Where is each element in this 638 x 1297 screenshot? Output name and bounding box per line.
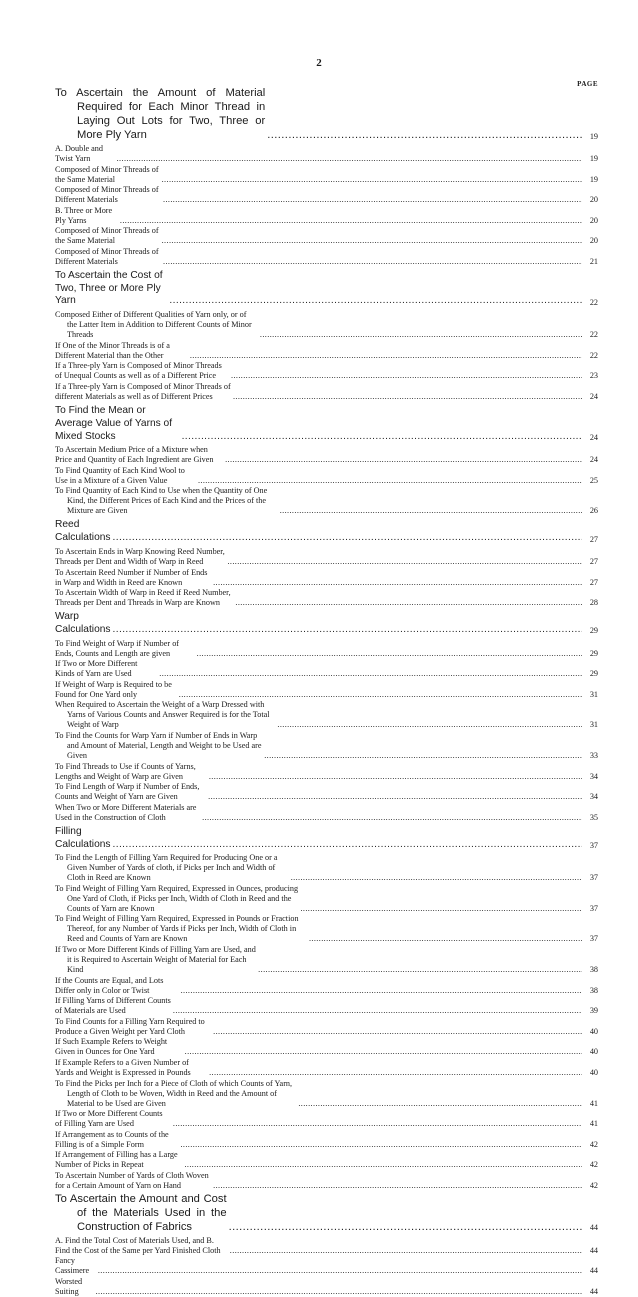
toc-entry — [55, 803, 598, 823]
dot-leader — [179, 690, 582, 700]
toc-entry — [55, 247, 598, 267]
toc-entry-title: Fancy Cassimere — [55, 1256, 90, 1276]
toc-entry-page: 42 — [589, 1139, 598, 1149]
toc-entry-page: 31 — [589, 689, 598, 699]
page-column-label: PAGE — [577, 80, 598, 88]
toc-entry-page: 27 — [589, 577, 598, 587]
dot-leader — [163, 257, 582, 267]
toc-entry-page: 37 — [589, 903, 598, 913]
dot-leader — [96, 1287, 582, 1297]
toc-entry — [55, 185, 598, 205]
dot-leader — [258, 965, 582, 975]
toc-entry-title: To Find the Counts for Warp Yarn if Number of Ends in Warp and Amount of Material, Length and Weight to be Used are Given — [55, 731, 262, 760]
toc-entry-page: 25 — [589, 475, 598, 485]
toc-entry-page: 19 — [589, 154, 598, 163]
toc-entry-title: If Weight of Warp is Required to be Found for One Yard only — [55, 679, 172, 699]
toc-entry-title: If One of the Minor Threads is of a Different Material than the Other — [55, 340, 170, 360]
toc-entry-page: 41 — [589, 1098, 598, 1108]
dot-leader — [197, 649, 582, 659]
toc-entry — [55, 1256, 598, 1276]
toc-entry-title: If Such Example Refers to Weight Given in Ounces for One Yard — [55, 1037, 168, 1057]
toc-entry — [55, 1150, 598, 1170]
dot-leader — [213, 1181, 582, 1191]
toc-entry-page: 37 — [589, 934, 598, 944]
toc-entry — [55, 86, 598, 142]
toc-entry — [55, 144, 598, 164]
toc-entry-page: 39 — [589, 1006, 598, 1016]
toc-entry-title: To Find Weight of Filling Yarn Required, Expressed in Pounds or Fraction Thereof, for any Number of Yards if Picks per Inch, Width of Cloth in Reed and Counts of Yarn are Known — [55, 914, 299, 944]
toc-entry-title: If a Three-ply Yarn is Composed of Minor Threads of different Materials as well as of Different Prices — [55, 382, 231, 401]
toc-entry — [55, 731, 598, 761]
toc-entry — [55, 1109, 598, 1129]
toc-entry — [55, 1130, 598, 1150]
dot-leader — [184, 1160, 582, 1170]
toc-entry-title: B. Three or More Ply Yarns — [55, 205, 113, 225]
toc-entry-page: 44 — [589, 1245, 598, 1255]
toc-entry-title: To Ascertain the Amount and Cost of the Materials Used in the Construction of Fabrics — [55, 1192, 227, 1233]
toc-entry-page: 44 — [589, 1286, 598, 1296]
toc-entry-title: To Ascertain Width of Warp in Reed if Reed Number, Threads per Dent and Threads in Warp are Known — [55, 588, 231, 608]
dot-leader — [98, 1266, 582, 1276]
dot-leader — [298, 1099, 582, 1109]
toc-entry-title: If Two or More Different Kinds of Yarn are Used — [55, 659, 138, 679]
toc-entry-page: 22 — [589, 297, 598, 307]
toc-entry-page: 19 — [589, 174, 598, 184]
dot-leader — [162, 175, 582, 185]
toc-entry — [55, 1079, 598, 1109]
toc-entry-page: 41 — [589, 1119, 598, 1129]
toc-entry — [55, 445, 598, 465]
toc-entry — [55, 588, 598, 608]
dot-leader — [209, 772, 582, 782]
toc-entry-title: When Required to Ascertain the Weight of a Warp Dressed with Yarns of Various Counts and Answer Required is for the Total Weight of Warp — [55, 700, 270, 730]
toc-entry-title: Composed of Minor Threads of Different Materials — [55, 185, 159, 205]
toc-entry — [55, 826, 598, 852]
dot-leader — [213, 578, 582, 588]
toc-entry-title: Reed Calculations — [55, 519, 111, 544]
dot-leader — [112, 839, 582, 852]
toc-entry-page: 29 — [589, 626, 598, 636]
table-of-contents — [55, 86, 598, 1297]
toc-entry — [55, 1277, 598, 1297]
page-number: 2 — [316, 57, 322, 69]
toc-entry-page: 42 — [589, 1160, 598, 1170]
toc-entry-page: 42 — [589, 1181, 598, 1190]
toc-entry-page: 40 — [589, 1026, 598, 1036]
toc-entry-page: 35 — [589, 812, 598, 822]
toc-entry-title: Worsted Suiting — [55, 1276, 83, 1296]
toc-entry-page: 34 — [589, 792, 598, 802]
toc-entry — [55, 405, 598, 443]
dot-leader — [225, 455, 582, 465]
toc-entry — [55, 853, 598, 883]
dot-leader — [190, 351, 582, 361]
toc-entry-title: To Ascertain Number of Yards of Cloth Woven for a Certain Amount of Yarn on Hand — [55, 1171, 209, 1190]
toc-entry — [55, 310, 598, 340]
toc-entry-title: A. Find the Total Cost of Materials Used, and B. Find the Cost of the Same per Yard Finished Cloth — [55, 1235, 221, 1255]
toc-entry — [55, 486, 598, 516]
toc-entry — [55, 270, 598, 308]
toc-entry — [55, 914, 598, 944]
toc-entry-page: 23 — [589, 371, 598, 381]
toc-entry — [55, 1017, 598, 1037]
toc-entry-page: 22 — [589, 330, 598, 340]
toc-entry — [55, 996, 598, 1016]
dot-leader — [117, 154, 582, 164]
dot-leader — [173, 1119, 582, 1129]
toc-entry — [55, 1192, 598, 1234]
toc-entry — [55, 1236, 598, 1256]
dot-leader — [185, 1047, 582, 1057]
toc-entry — [55, 611, 598, 637]
toc-entry — [55, 206, 598, 226]
toc-entry-title: Composed of Minor Threads of the Same Material — [55, 226, 159, 246]
toc-entry-page: 31 — [589, 720, 598, 730]
dot-leader — [198, 476, 582, 486]
toc-entry — [55, 1037, 598, 1057]
toc-entry-title: To Ascertain the Cost of Two, Three or More Ply Yarn — [55, 269, 163, 307]
toc-entry-title: Composed of Minor Threads of the Same Material — [55, 164, 159, 184]
dot-leader — [181, 986, 582, 996]
dot-leader — [277, 720, 582, 730]
toc-entry-title: Filling Calculations — [55, 825, 111, 850]
toc-entry — [55, 945, 598, 975]
dot-leader — [120, 216, 582, 226]
toc-entry-page: 27 — [589, 556, 598, 566]
toc-entry-title: To Find Counts for a Filling Yarn Required to Produce a Given Weight per Yard Cloth — [55, 1016, 205, 1036]
toc-entry-page: 26 — [589, 506, 598, 516]
toc-entry-title: If Arrangement of Filling has a Large Number of Picks in Repeat — [55, 1150, 178, 1170]
dot-leader — [291, 873, 582, 883]
toc-entry — [55, 568, 598, 588]
toc-entry-title: When Two or More Different Materials are Used in the Construction of Cloth — [55, 802, 197, 822]
toc-entry-page: 21 — [589, 256, 598, 266]
toc-entry-title: To Find Length of Warp if Number of Ends, Counts and Weight of Yarn are Given — [55, 782, 200, 802]
dot-leader — [264, 751, 582, 761]
toc-entry-title: Composed Either of Different Qualities of Yarn only, or of the Latter Item in Addition to Different Counts of Minor Threads — [55, 310, 252, 340]
dot-leader — [213, 1027, 582, 1037]
dot-leader — [163, 195, 582, 205]
toc-entry-title: To Find Quantity of Each Kind to Use when the Quantity of One Kind, the Different Prices of Each Kind and the Prices of the Mixture are Given — [55, 486, 268, 516]
toc-entry-page: 20 — [589, 195, 598, 205]
toc-entry-title: If Arrangement as to Counts of the Filling is of a Simple Form — [55, 1129, 169, 1149]
dot-leader — [260, 330, 582, 340]
dot-leader — [233, 392, 582, 402]
dot-leader — [113, 532, 583, 545]
dot-leader — [230, 1246, 582, 1256]
dot-leader — [159, 669, 582, 679]
toc-entry-title: Composed of Minor Threads of Different Materials — [55, 246, 159, 266]
dot-leader — [235, 598, 582, 608]
dot-leader — [227, 557, 582, 567]
toc-entry-title: To Find Quantity of Each Kind Wool to Use in a Mixture of a Given Value — [55, 465, 185, 485]
toc-entry — [55, 341, 598, 361]
toc-entry — [55, 519, 598, 545]
toc-entry — [55, 547, 598, 567]
toc-entry-page: 38 — [589, 965, 598, 975]
toc-entry-page: 27 — [589, 534, 598, 544]
toc-entry-title: Warp Calculations — [55, 611, 111, 635]
toc-entry — [55, 659, 598, 679]
toc-entry-page: 38 — [589, 985, 598, 995]
toc-entry-page: 24 — [589, 455, 598, 465]
dot-leader — [209, 1068, 582, 1078]
toc-entry-title: If Two or More Different Counts of Filling Yarn are Used — [55, 1109, 163, 1129]
dot-leader — [169, 295, 582, 308]
toc-entry — [55, 639, 598, 659]
toc-entry-title: To Ascertain Medium Price of a Mixture when Price and Quantity of Each Ingredient are Given — [55, 445, 214, 465]
toc-entry-title: To Find the Picks per Inch for a Piece of Cloth of which Counts of Yarn, Length of Cloth to be Woven, Width in Reed and the Amount of Material to be Used are Given — [55, 1078, 293, 1108]
toc-entry — [55, 884, 598, 914]
toc-entry-title: To Find the Length of Filling Yarn Required for Producing One or a Given Number of Yards of cloth, if Picks per Inch and Width of Cloth in Reed are Known — [55, 853, 278, 883]
toc-entry-page: 29 — [589, 669, 598, 679]
toc-entry-page: 20 — [589, 236, 598, 246]
toc-entry-page: 29 — [589, 648, 598, 658]
dot-leader — [180, 1140, 582, 1150]
toc-entry-page: 24 — [589, 433, 598, 442]
toc-entry-page: 20 — [589, 215, 598, 225]
toc-entry-page: 44 — [589, 1266, 598, 1276]
toc-entry — [55, 782, 598, 802]
toc-entry — [55, 361, 598, 381]
dot-leader — [173, 1006, 582, 1016]
dot-leader — [309, 934, 582, 944]
toc-entry-page: 24 — [589, 392, 598, 401]
toc-entry-page: 44 — [589, 1223, 598, 1233]
dot-leader — [280, 506, 582, 516]
toc-entry — [55, 976, 598, 996]
dot-leader — [162, 236, 582, 246]
toc-entry-title: If Two or More Different Kinds of Filling Yarn are Used, and it is Required to Ascertain Weight of Material for Each Kind — [55, 945, 256, 975]
toc-entry-title: To Ascertain the Amount of Material Required for Each Minor Thread in Laying Out Lots for Two, Three or More Ply Yarn — [55, 87, 266, 141]
dot-leader — [300, 904, 582, 914]
toc-entry-title: If the Counts are Equal, and Lots Differ only in Color or Twist — [55, 975, 164, 995]
toc-entry-page: 28 — [589, 598, 598, 608]
toc-entry-page: 19 — [589, 131, 598, 141]
toc-entry-page: 34 — [589, 771, 598, 781]
toc-entry — [55, 382, 598, 402]
toc-entry — [55, 1171, 598, 1191]
toc-entry-title: To Find Threads to Use if Counts of Yarns, Lengths and Weight of Warp are Given — [55, 761, 196, 781]
dot-leader — [208, 792, 582, 802]
dot-leader — [231, 371, 582, 381]
toc-entry — [55, 466, 598, 486]
toc-entry — [55, 700, 598, 730]
toc-entry-title: To Find Weight of Filling Yarn Required, Expressed in Ounces, producing One Yard of Cloth, if Picks per Inch, Width of Cloth in Reed and the Counts of Yarn are Known — [55, 883, 299, 913]
dot-leader — [229, 1220, 582, 1234]
toc-entry — [55, 226, 598, 246]
toc-entry-title: To Ascertain Reed Number if Number of Ends in Warp and Width in Reed are Known — [55, 567, 208, 587]
toc-entry-title: If a Three-ply Yarn is Composed of Minor Threads of Unequal Counts as well as of a Different Price — [55, 361, 222, 381]
dot-leader — [113, 624, 583, 637]
toc-entry-page: 40 — [589, 1047, 598, 1057]
dot-leader — [182, 431, 582, 444]
dot-leader — [202, 813, 582, 823]
toc-entry-title: To Ascertain Ends in Warp Knowing Reed Number, Threads per Dent and Width of Warp in Reed — [55, 546, 225, 566]
toc-entry-page: 37 — [589, 873, 598, 883]
dot-leader — [267, 128, 582, 142]
toc-entry-title: A. Double and Twist Yarn — [55, 144, 103, 163]
toc-entry-title: If Example Refers to a Given Number of Yards and Weight is Expressed in Pounds — [55, 1058, 191, 1078]
toc-entry-page: 33 — [589, 751, 598, 760]
toc-entry — [55, 1058, 598, 1078]
toc-entry-page: 22 — [589, 350, 598, 360]
toc-entry — [55, 165, 598, 185]
toc-entry-page: 40 — [589, 1068, 598, 1078]
toc-entry-title: To Find Weight of Warp if Number of Ends, Counts and Length are given — [55, 638, 180, 658]
toc-entry — [55, 680, 598, 700]
toc-entry — [55, 762, 598, 782]
toc-entry-title: To Find the Mean or Average Value of Yarns of Mixed Stocks — [55, 405, 173, 442]
toc-entry-title: If Filling Yarns of Different Counts of Materials are Used — [55, 996, 171, 1016]
toc-entry-page: 37 — [589, 841, 598, 851]
